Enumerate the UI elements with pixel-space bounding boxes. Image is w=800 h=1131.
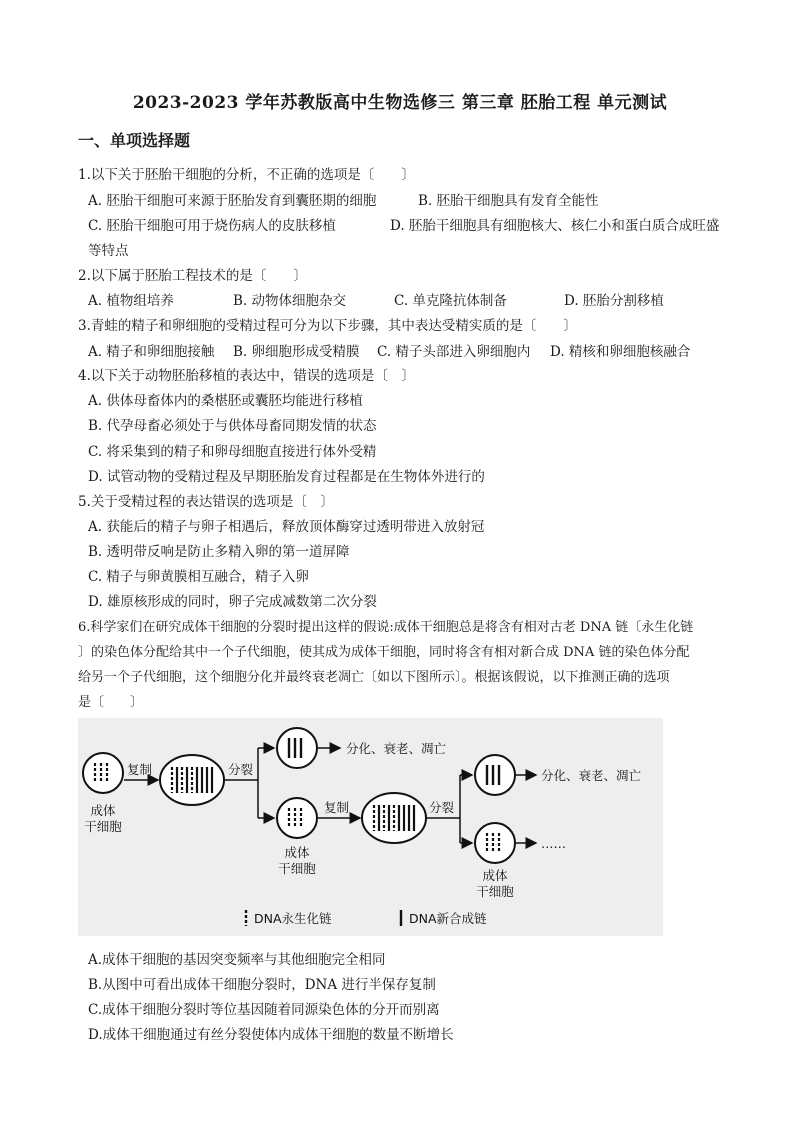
stem-cell-1 bbox=[83, 753, 123, 793]
fate-label-1: 分化、衰老、凋亡 bbox=[346, 741, 447, 756]
question-4-option-b: B. 代孕母畜必须处于与供体母畜同期发情的状态 bbox=[88, 418, 377, 434]
question-6-option-d: D.成体干细胞通过有丝分裂使体内成体干细胞的数量不断增长 bbox=[88, 1027, 454, 1043]
question-6-stem-line-3: 给另一个子代细胞，这个细胞分化并最终衰老凋亡〔如以下图所示〕。根据该假说，以下推测正确的选项 bbox=[78, 670, 670, 685]
question-1-option-a: A. 胚胎干细胞可来源于胚胎发育到囊胚期的细胞 bbox=[88, 193, 377, 209]
question-2-option-c: C. 单克隆抗体制备 bbox=[394, 293, 507, 309]
differentiated-cell-2 bbox=[475, 755, 515, 795]
question-6-option-a: A.成体干细胞的基因突变频率与其他细胞完全相同 bbox=[88, 952, 386, 968]
question-5-option-a: A. 获能后的精子与卵子相遇后，释放顶体酶穿过透明带进入放射冠 bbox=[88, 519, 485, 535]
question-4-option-d: D. 试管动物的受精过程及早期胚胎发育过程都是在生物体外进行的 bbox=[88, 469, 485, 485]
question-2-option-a: A. 植物组培养 bbox=[88, 293, 174, 309]
question-6-stem-line-1: 6.科学家们在研究成体干细胞的分裂时提出这样的假说:成体干细胞总是将含有相对古老 DNA 链〔永生化链 bbox=[78, 620, 694, 635]
question-3-stem: 3.青蛙的精子和卵细胞的受精过程可分为以下步骤，其中表达受精实质的是〔 〕 bbox=[78, 318, 577, 334]
question-3-option-d: D. 精核和卵细胞核融合 bbox=[550, 344, 691, 360]
section-heading: 一、单项选择题 bbox=[78, 131, 191, 150]
question-1-option-d: D. 胚胎干细胞具有细胞核大、核仁小和蛋白质合成旺盛 bbox=[390, 218, 720, 234]
question-6-stem-line-2: 〕的染色体分配给其中一个子代细胞，使其成为成体干细胞，同时将含有相对新合成 DNA 链的染色体分配 bbox=[78, 645, 690, 660]
page-title: 2023-2023 学年苏教版高中生物选修三 第三章 胚胎工程 单元测试 bbox=[132, 93, 668, 113]
question-5-option-c: C. 精子与卵黄膜相互融合，精子入卵 bbox=[88, 569, 309, 585]
fate-label-2: 分化、衰老、凋亡 bbox=[541, 768, 642, 783]
question-5-option-b: B. 透明带反响是防止多精入卵的第一道屏障 bbox=[88, 544, 350, 560]
copy-label-2: 复制 bbox=[324, 800, 350, 815]
question-1-option-d-cont: 等特点 bbox=[88, 243, 129, 259]
stem-cell-1-label-line1: 成体 bbox=[90, 803, 116, 818]
question-3-option-a: A. 精子和卵细胞接触 bbox=[88, 344, 215, 360]
question-1-stem: 1.以下关于胚胎干细胞的分析，不正确的选项是〔 〕 bbox=[78, 167, 415, 183]
stem-cell-2-label-line2: 干细胞 bbox=[278, 861, 316, 876]
question-4-option-a: A. 供体母畜体内的桑椹胚或囊胚均能进行移植 bbox=[88, 393, 363, 409]
stem-cell-3-label-line1: 成体 bbox=[482, 868, 508, 883]
question-6-option-b: B.从图中可看出成体干细胞分裂时，DNA 进行半保存复制 bbox=[88, 977, 436, 993]
question-5-stem: 5.关于受精过程的表达错误的选项是〔 〕 bbox=[78, 494, 334, 510]
replicated-cell-1 bbox=[160, 755, 224, 805]
question-2-option-d: D. 胚胎分割移植 bbox=[564, 293, 664, 309]
stem-cell-3-label-line2: 干细胞 bbox=[476, 884, 514, 899]
question-3-option-c: C. 精子头部进入卵细胞内 bbox=[377, 344, 531, 360]
cell-division-diagram bbox=[78, 718, 663, 936]
question-4-option-c: C. 将采集到的精子和卵母细胞直接进行体外受精 bbox=[88, 444, 377, 460]
stem-cell-2 bbox=[277, 798, 317, 838]
question-1-option-c: C. 胚胎干细胞可用于烧伤病人的皮肤移植 bbox=[88, 218, 336, 234]
question-2-option-b: B. 动物体细胞杂交 bbox=[233, 293, 347, 309]
continuation-label: …… bbox=[541, 836, 566, 851]
copy-label-1: 复制 bbox=[127, 762, 153, 777]
legend-new-strand: DNA新合成链 bbox=[409, 911, 487, 926]
stem-cell-1-label-line2: 干细胞 bbox=[84, 819, 122, 834]
question-5-option-d: D. 雄原核形成的同时，卵子完成减数第二次分裂 bbox=[88, 594, 377, 610]
differentiated-cell-1 bbox=[277, 728, 317, 768]
question-2-stem: 2.以下属于胚胎工程技术的是〔 〕 bbox=[78, 268, 307, 284]
divide-label-2: 分裂 bbox=[429, 800, 455, 815]
question-6-stem-line-4: 是〔 〕 bbox=[78, 695, 144, 710]
question-1-option-b: B. 胚胎干细胞具有发育全能性 bbox=[418, 193, 599, 209]
divide-label-1: 分裂 bbox=[228, 762, 254, 777]
stem-cell-3 bbox=[475, 823, 515, 863]
stem-cell-2-label-line1: 成体 bbox=[284, 845, 310, 860]
question-4-stem: 4.以下关于动物胚胎移植的表达中，错误的选项是〔 〕 bbox=[78, 368, 415, 384]
question-3-option-b: B. 卵细胞形成受精膜 bbox=[233, 344, 360, 360]
replicated-cell-2 bbox=[362, 793, 426, 843]
question-6-option-c: C.成体干细胞分裂时等位基因随着同源染色体的分开而别离 bbox=[88, 1002, 440, 1018]
legend-old-strand: DNA永生化链 bbox=[254, 911, 332, 926]
